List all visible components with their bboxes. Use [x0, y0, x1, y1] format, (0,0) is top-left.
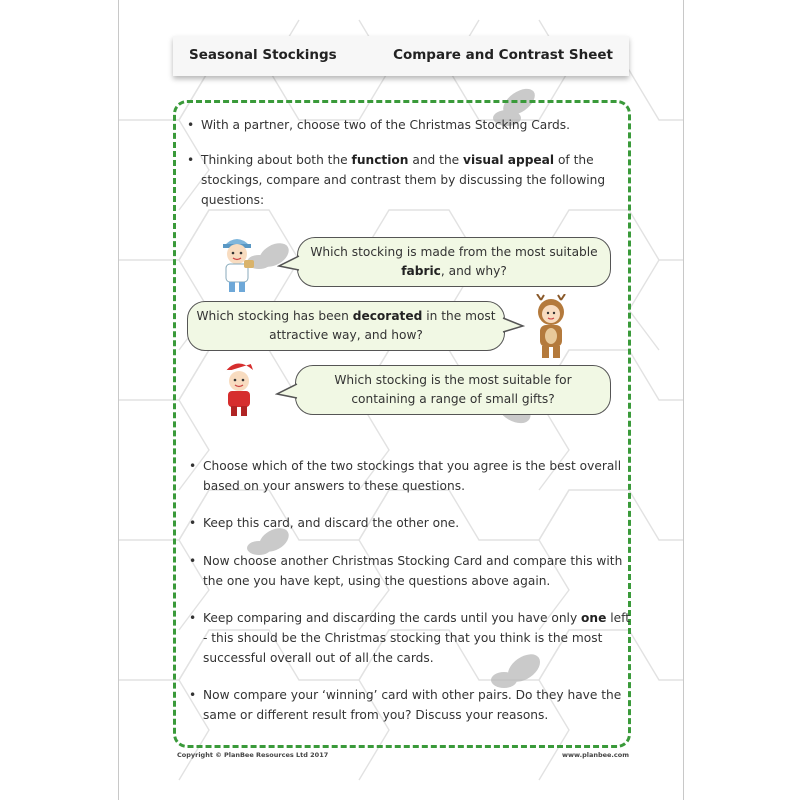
bubble-tail [277, 254, 301, 274]
keyword-decorated: decorated [352, 309, 423, 323]
keyword-fabric: fabric [401, 264, 441, 278]
website-link[interactable]: www.planbee.com [562, 751, 629, 759]
question-bubble-fabric: Which stocking is made from the most suitable fabric, and why? [297, 237, 611, 287]
instruction-6: • Keep comparing and discarding the cards until you have only one left - this should be the Christmas stocking that you think is the most successful overall out of all the cards. [189, 611, 630, 665]
bubble-tail [275, 382, 299, 402]
child-reindeer-costume-icon [531, 294, 571, 360]
instruction-1: • With a partner, choose two of the Christmas Stocking Cards. [187, 118, 571, 132]
question-bubble-decorated: Which stocking has been decorated in the most attractive way, and how? [187, 301, 505, 351]
instruction-7: • Now compare your ‘winning’ card with other pairs. Do they have the same or different result from you? Discuss your reasons. [189, 688, 622, 722]
worksheet-page [118, 0, 684, 800]
instruction-5: • Now choose another Christmas Stocking Card and compare this with the one you have kept, using the questions above again. [189, 554, 623, 588]
keyword-one: one [581, 611, 607, 625]
instruction-4: • Keep this card, and discard the other one. [189, 516, 460, 530]
keyword-visual-appeal: visual appeal [463, 153, 555, 167]
question-bubble-gifts: Which stocking is the most suitable for containing a range of small gifts? [295, 365, 611, 415]
bubble-tail [501, 316, 525, 336]
header-bar [173, 36, 629, 76]
instruction-2: • Thinking about both the function and the visual appeal of the stockings, compare and contrast them by discussing the following questions: [187, 153, 606, 207]
instruction-3: • Choose which of the two stockings that you agree is the best overall based on your answers to these questions. [189, 459, 622, 493]
child-blue-hat-icon [217, 232, 257, 294]
keyword-function: function [351, 153, 409, 167]
worksheet-title: Seasonal Stockings [189, 47, 337, 63]
sheet-type-title: Compare and Contrast Sheet [393, 47, 613, 63]
copyright-notice: Copyright © PlanBee Resources Ltd 2017 [177, 751, 329, 759]
child-santa-hat-icon [219, 358, 259, 418]
